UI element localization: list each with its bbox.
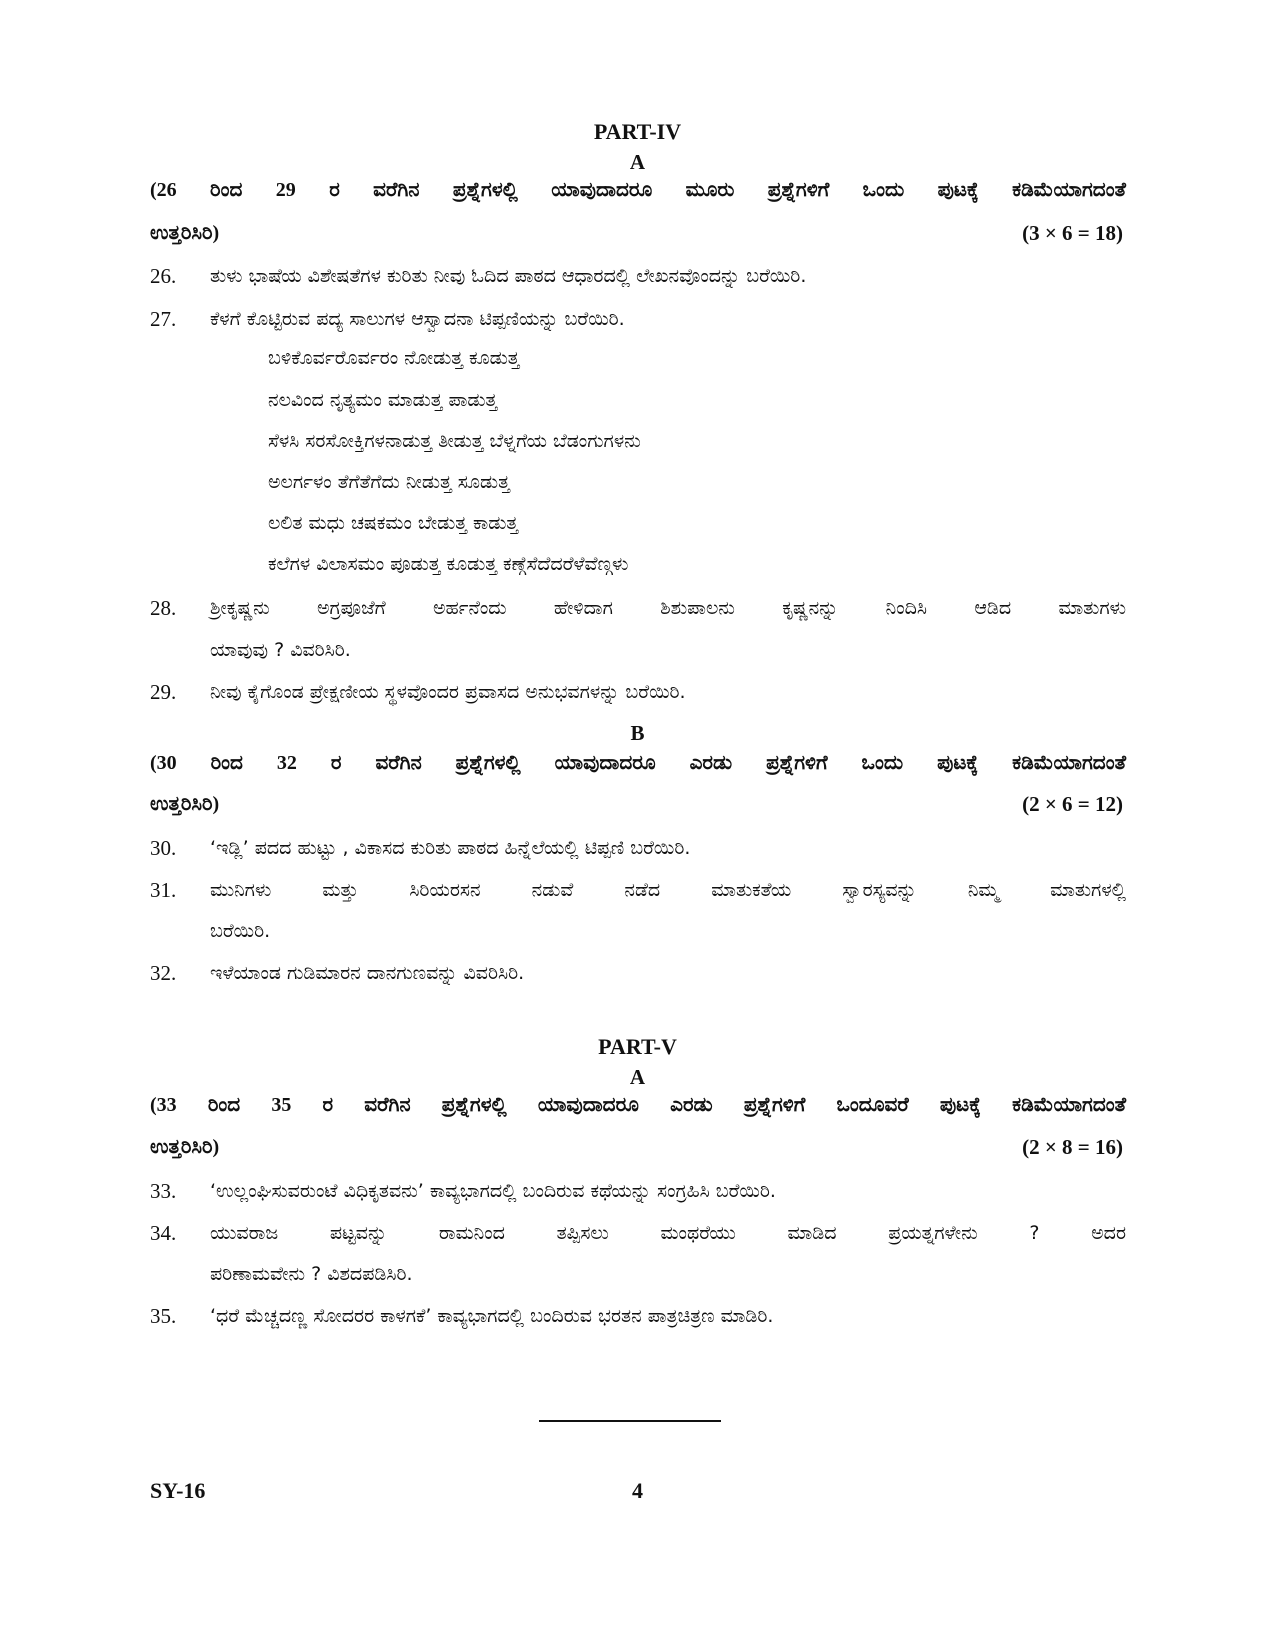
part-4-section-a-marks: (3 × 6 = 18) — [1022, 221, 1123, 245]
part-4-section-b-marks: (2 × 6 = 12) — [1022, 792, 1123, 816]
question-number: 29. — [150, 680, 177, 704]
question-number: 35. — [150, 1304, 177, 1328]
question-number: 26. — [150, 264, 177, 288]
paper-code: SY-16 — [150, 1478, 206, 1503]
part-4-title: PART-IV — [593, 119, 682, 144]
question-number: 34. — [150, 1221, 177, 1245]
poem-line: ಕಲೆಗಳ ವಿಲಾಸಮಂ ಪೂಡುತ್ತ ಕೂಡುತ್ತ ಕಣ್ಗೆಸೆದೆದರೆಳೆವೆಣ್ಗಳು — [268, 553, 629, 575]
part-4-section-b-instruction-cont: ಉತ್ತರಿಸಿರಿ) — [150, 793, 220, 815]
question-number: 31. — [150, 878, 177, 902]
question-text: ‘ಉಲ್ಲಂಘಿಸುವರುಂಟೆ ವಿಧಿಕೃತವನು’ ಕಾವ್ಯಭಾಗದಲ್ಲಿ ಬಂದಿರುವ ಕಥೆಯನ್ನು ಸಂಗ್ರಹಿಸಿ ಬರೆಯಿರಿ. — [210, 1180, 776, 1202]
question-text-cont: ಬರೆಯಿರಿ. — [210, 920, 271, 942]
question-text: ಕೆಳಗೆ ಕೊಟ್ಟಿರುವ ಪದ್ಯ ಸಾಲುಗಳ ಆಸ್ವಾದನಾ ಟಿಪ್ಪಣಿಯನ್ನು ಬರೆಯಿರಿ. — [210, 308, 625, 330]
question-text: ಯುವರಾಜ ಪಟ್ಟವನ್ನು ರಾಮನಿಂದ ತಪ್ಪಿಸಲು ಮಂಥರೆಯು ಮಾಡಿದ ಪ್ರಯತ್ನಗಳೇನು ? ಅದರ — [210, 1222, 1126, 1244]
question-text: ಶ್ರೀಕೃಷ್ಣನು ಅಗ್ರಪೂಜೆಗೆ ಅರ್ಹನೆಂದು ಹೇಳಿದಾಗ ಶಿಶುಪಾಲನು ಕೃಷ್ಣನನ್ನು ನಿಂದಿಸಿ ಆಡಿದ ಮಾತುಗಳು — [210, 597, 1126, 619]
part-4-section-a-instruction-cont: ಉತ್ತರಿಸಿರಿ) — [150, 222, 220, 244]
question-number: 33. — [150, 1179, 177, 1203]
question-number: 28. — [150, 596, 177, 620]
poem-line: ಸೆಳಸಿ ಸರಸೋಕ್ತಿಗಳನಾಡುತ್ತ ತೀಡುತ್ತ ಬೆಳ್ನಗೆಯ ಬೆಡಂಗುಗಳನು — [268, 430, 641, 452]
question-text-cont: ಯಾವುವು ? ವಿವರಿಸಿರಿ. — [210, 639, 351, 661]
question-number: 32. — [150, 961, 177, 985]
question-text: ‘ಧರೆ ಮೆಚ್ಚದಣ್ಣ ಸೋದರರ ಕಾಳಗಕೆ’ ಕಾವ್ಯಭಾಗದಲ್ಲಿ ಬಂದಿರುವ ಭರತನ ಪಾತ್ರಚಿತ್ರಣ ಮಾಡಿರಿ. — [210, 1305, 774, 1327]
question-text: ತುಳು ಭಾಷೆಯ ವಿಶೇಷತೆಗಳ ಕುರಿತು ನೀವು ಓದಿದ ಪಾಠದ ಆಧಾರದಲ್ಲಿ ಲೇಖನವೊಂದನ್ನು ಬರೆಯಿರಿ. — [210, 265, 807, 287]
part-5-title: PART-V — [598, 1034, 677, 1059]
question-number: 30. — [150, 836, 177, 860]
part-5-section-a-instruction-cont: ಉತ್ತರಿಸಿರಿ) — [150, 1136, 220, 1158]
part-5-section-a-instruction: (33 ರಿಂದ 35 ರ ವರೆಗಿನ ಪ್ರಶ್ನೆಗಳಲ್ಲಿ ಯಾವುದಾದರೂ ಎರಡು ಪ್ರಶ್ನೆಗಳಿಗೆ ಒಂದೂವರೆ ಪುಟಕ್ಕೆ ಕಡಿಮೆಯಾಗದಂತೆ — [150, 1094, 1126, 1116]
part-4-section-b-instruction: (30 ರಿಂದ 32 ರ ವರೆಗಿನ ಪ್ರಶ್ನೆಗಳಲ್ಲಿ ಯಾವುದಾದರೂ ಎರಡು ಪ್ರಶ್ನೆಗಳಿಗೆ ಒಂದು ಪುಟಕ್ಕೆ ಕಡಿಮೆಯಾಗದಂತೆ — [150, 752, 1126, 774]
poem-line: ಬಳಿಕೊರ್ವರೊರ್ವರಂ ನೋಡುತ್ತ ಕೂಡುತ್ತ — [268, 347, 520, 369]
part-4-section-a-instruction: (26 ರಿಂದ 29 ರ ವರೆಗಿನ ಪ್ರಶ್ನೆಗಳಲ್ಲಿ ಯಾವುದಾದರೂ ಮೂರು ಪ್ರಶ್ನೆಗಳಿಗೆ ಒಂದು ಪುಟಕ್ಕೆ ಕಡಿಮೆಯಾಗದಂತೆ — [150, 179, 1126, 201]
part-4-section-a-letter: A — [629, 150, 646, 174]
poem-line: ಲಲಿತ ಮಧು ಚಷಕಮಂ ಬೇಡುತ್ತ ಕಾಡುತ್ತ — [268, 512, 519, 534]
question-text: ‘ಇಡ್ಲಿ’ ಪದದ ಹುಟ್ಟು , ವಿಕಾಸದ ಕುರಿತು ಪಾಠದ ಹಿನ್ನೆಲೆಯಲ್ಲಿ ಟಿಪ್ಪಣಿ ಬರೆಯಿರಿ. — [210, 837, 691, 859]
question-number: 27. — [150, 307, 177, 331]
part-4-section-b-letter: B — [630, 721, 645, 745]
question-text: ಮುನಿಗಳು ಮತ್ತು ಸಿರಿಯರಸನ ನಡುವೆ ನಡೆದ ಮಾತುಕತೆಯ ಸ್ವಾರಸ್ಯವನ್ನು ನಿಮ್ಮ ಮಾತುಗಳಲ್ಲಿ — [210, 879, 1126, 901]
question-text: ಇಳೆಯಾಂಡ ಗುಡಿಮಾರನ ದಾನಗುಣವನ್ನು ವಿವರಿಸಿರಿ. — [210, 962, 525, 984]
poem-line: ಅಲರ್ಗಳಂ ತೆಗೆತೆಗೆದು ನೀಡುತ್ತ ಸೂಡುತ್ತ — [268, 471, 510, 493]
question-text-cont: ಪರಿಣಾಮವೇನು ? ವಿಶದಪಡಿಸಿರಿ. — [210, 1263, 413, 1285]
end-rule — [539, 1420, 721, 1422]
poem-line: ನಲವಿಂದ ನೃತ್ಯಮಂ ಮಾಡುತ್ತ ಪಾಡುತ್ತ — [268, 389, 498, 411]
part-5-section-a-marks: (2 × 8 = 16) — [1022, 1135, 1123, 1159]
part-5-section-a-letter: A — [629, 1065, 646, 1089]
question-text: ನೀವು ಕೈಗೊಂಡ ಪ್ರೇಕ್ಷಣೀಯ ಸ್ಥಳವೊಂದರ ಪ್ರವಾಸದ ಅನುಭವಗಳನ್ನು ಬರೆಯಿರಿ. — [210, 681, 686, 703]
page-number: 4 — [632, 1478, 643, 1503]
